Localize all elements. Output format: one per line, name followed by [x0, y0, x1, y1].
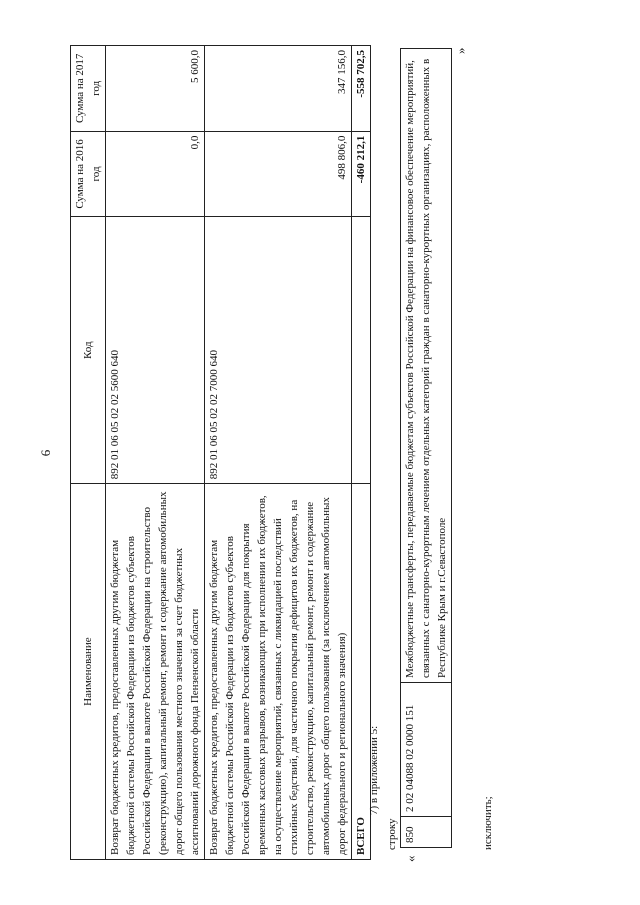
row-sum-2016: 498 806,0: [205, 131, 352, 217]
close-quote: »: [453, 47, 468, 54]
open-quote: «: [403, 855, 418, 862]
excluded-row-table: [400, 48, 452, 848]
header-code: Код: [71, 217, 106, 484]
row-code: 892 01 06 05 02 02 7000 640: [205, 217, 352, 484]
excluded-row: [401, 49, 452, 848]
total-code: [352, 217, 371, 484]
header-name: Наименование: [71, 484, 106, 860]
exclude-text: исключить;: [482, 796, 494, 850]
excluded-kbk-code: 2 02 04088 02 0000 151: [401, 683, 452, 817]
excluded-admin-code: 850: [401, 817, 452, 848]
total-sum-2017: -558 702,5: [352, 46, 371, 132]
sources-table: [70, 45, 371, 860]
item-7: 7) в приложении 5:: [368, 725, 380, 815]
row-sum-2017: 5 600,0: [106, 46, 205, 132]
rotated-content: [70, 40, 630, 860]
header-sum-2016: Сумма на 2016 год: [71, 131, 106, 217]
table-header-row: [71, 46, 106, 860]
table-row: [106, 46, 205, 860]
page-number: 6: [38, 449, 53, 457]
row-name: Возврат бюджетных кредитов, предоставленных другим бюджетам бюджетной системы Российской Федерации из бюджетов субъектов Российской Федерации в валюте Российской Федерации на строительство (реконструкцию), капитальный ремонт, ремонт и содержание автомобильных дорог общего пользования местного значения за счет бюджетных ассигнований дорожного фонда Пензенской области: [106, 484, 205, 860]
total-label: ВСЕГО: [352, 484, 371, 860]
table-row: [205, 46, 352, 860]
header-sum-2017: Сумма на 2017 год: [71, 46, 106, 132]
total-sum-2016: -460 212,1: [352, 131, 371, 217]
row-sum-2016: 0,0: [106, 131, 205, 217]
row-name: Возврат бюджетных кредитов, предоставленных другим бюджетам бюджетной системы Российской Федерации из бюджетов субъектов Российской Федерации в валюте Российской Федерации для покрытия временных кассовых разрывов, возникающих при исполнении их бюджетов, на осуществление мероприятий, связанных с ликвидацией последствий стихийных бедствий, для частичного покрытия дефицитов их бюджетов, на строительство, реконструкцию, капитальный ремонт, ремонт и содержание автомобильных дорог общего пользования (за исключением автомобильных дорог федерального и регионального значения): [205, 484, 352, 860]
row-code: 892 01 06 05 02 02 5600 640: [106, 217, 205, 484]
excluded-description: Межбюджетные трансферты, передаваемые бюджетам субъектов Российской Федерации на финансовое обеспечение мероприятий, связанных с санаторно-курортным лечением отдельных категорий граждан в санаторно-курортных организациях, расположенных в Республике Крым и г.Севастополе: [401, 49, 452, 683]
row-sum-2017: 347 156,0: [205, 46, 352, 132]
line-word: строку: [386, 818, 398, 850]
